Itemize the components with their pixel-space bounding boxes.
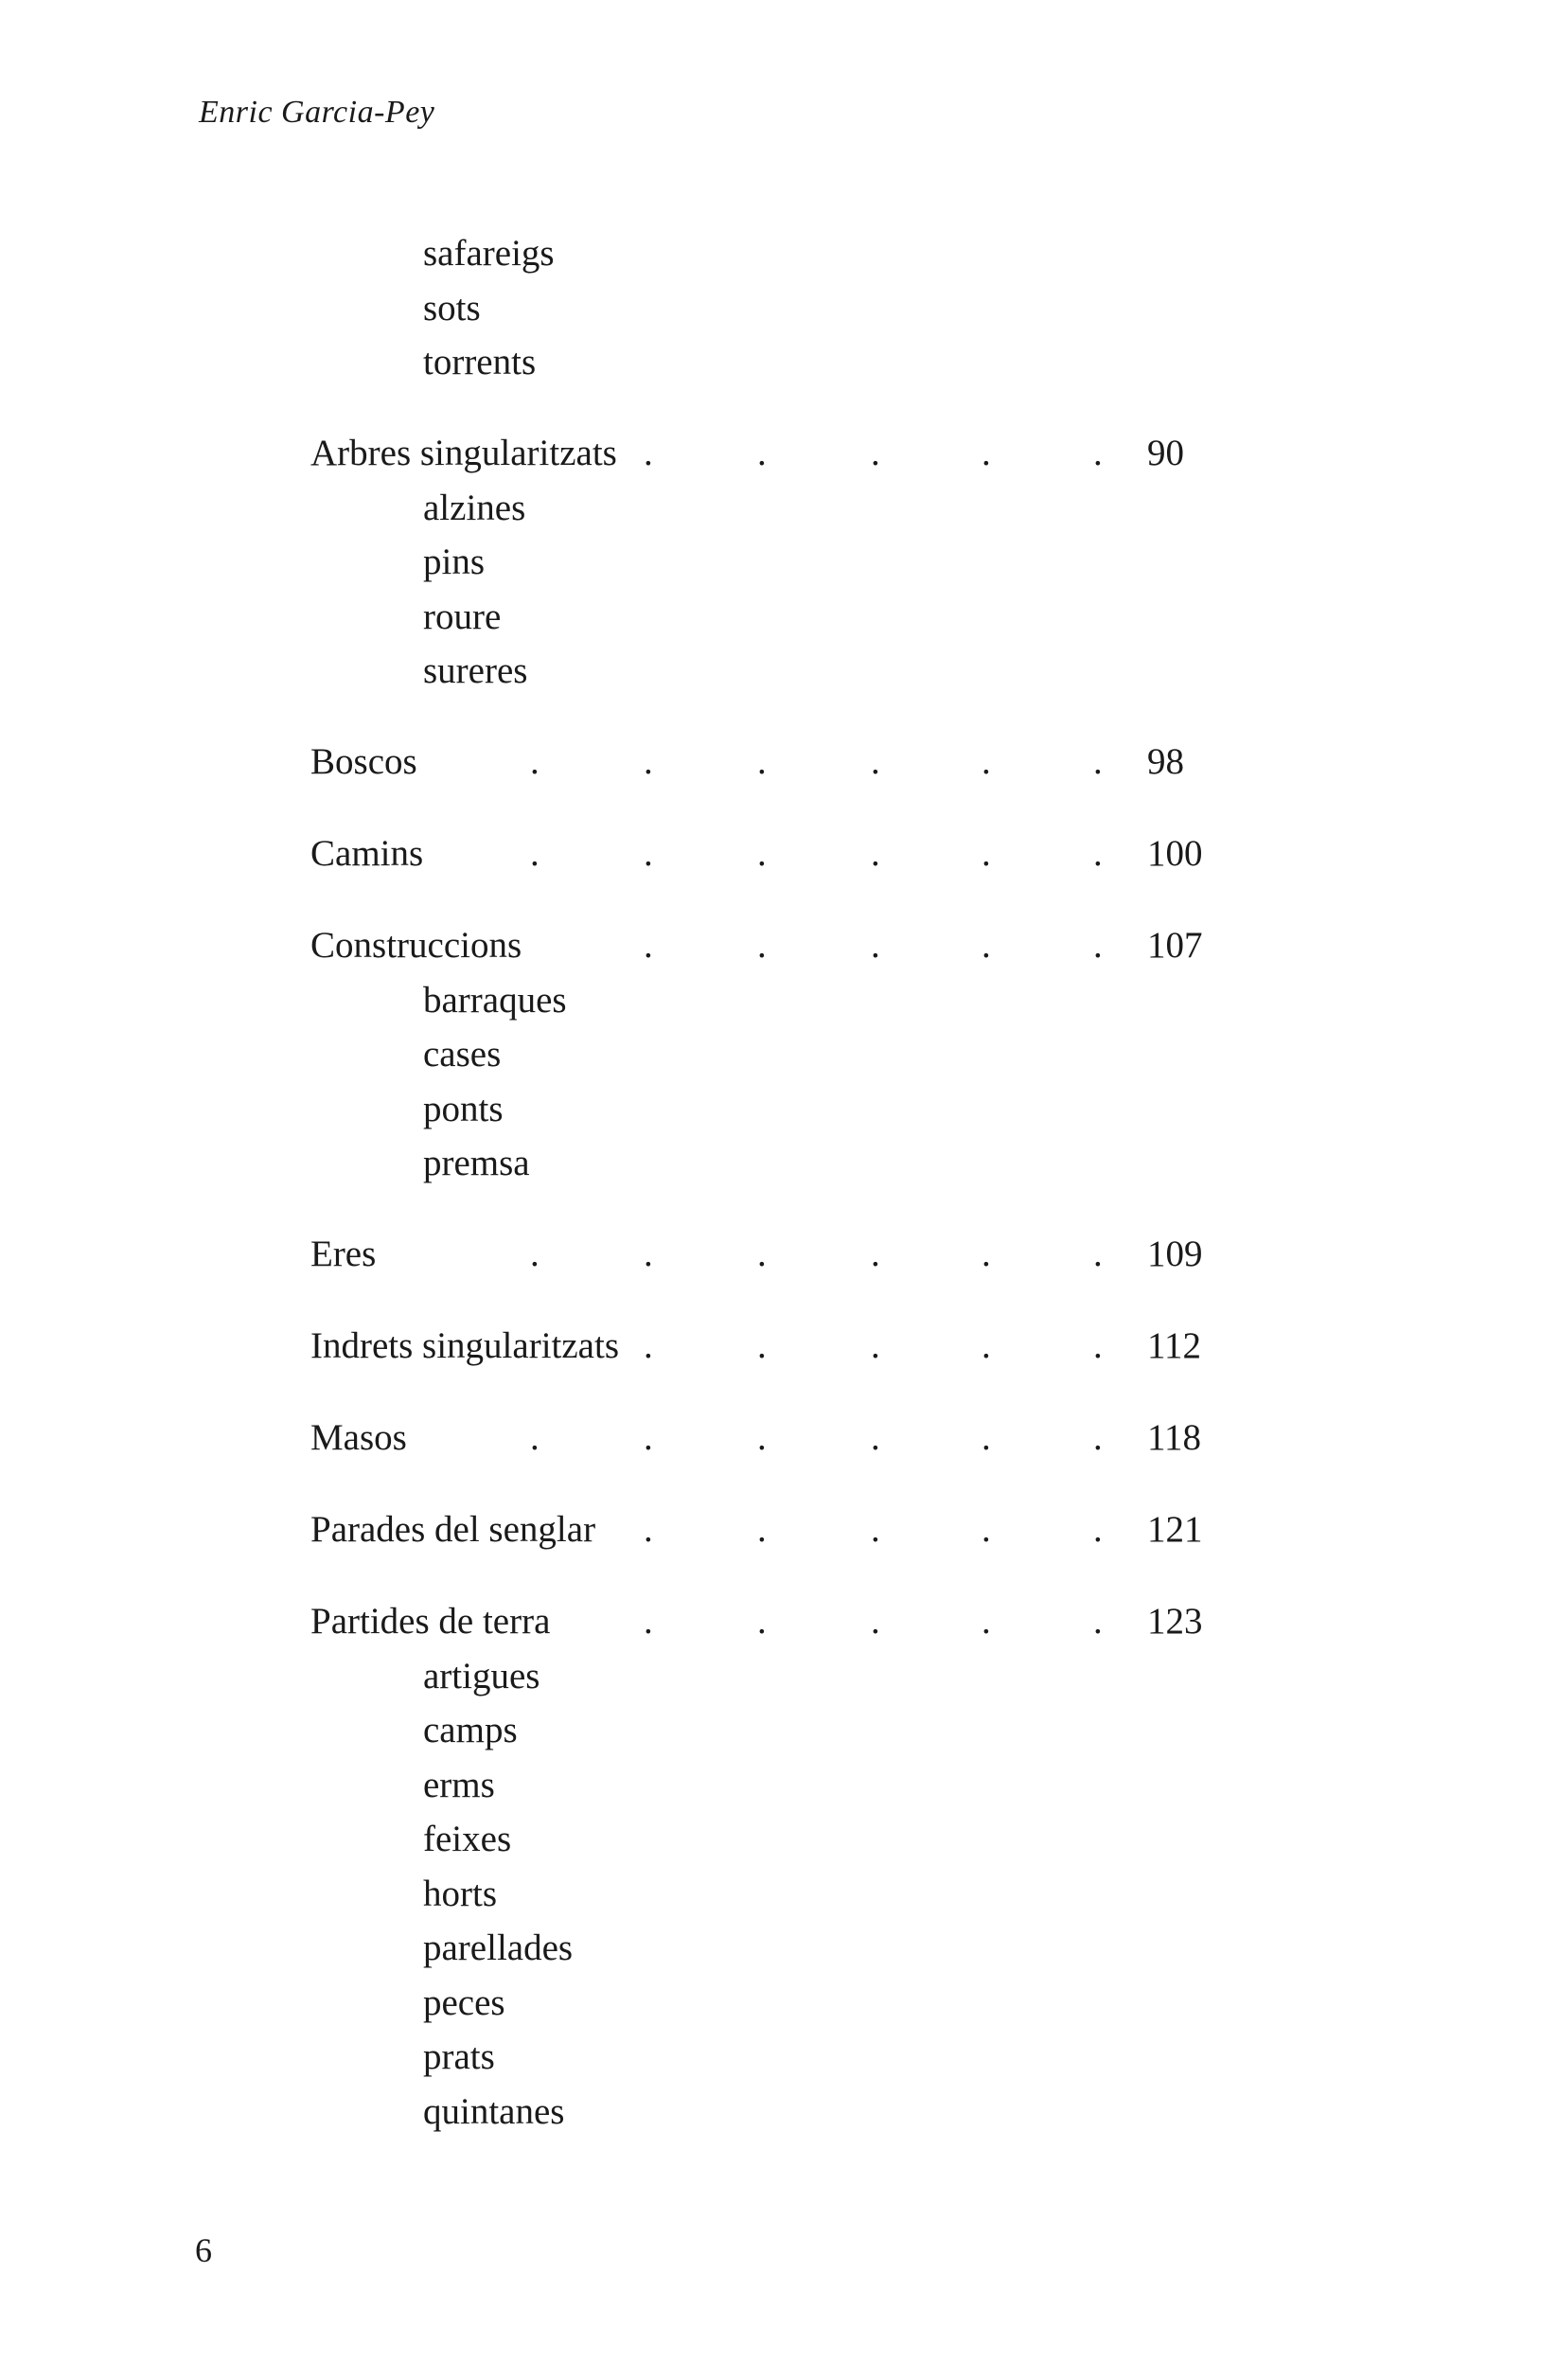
dot-leader: . [644,1417,653,1458]
dot-leader: . [644,741,653,782]
toc-entry-label: Parades del senglar [310,1509,596,1550]
dot-leader: . [871,1509,880,1550]
toc-page-number: 118 [1147,1417,1202,1458]
dot-leader: . [982,1417,991,1458]
dot-leader: . [982,1601,991,1642]
dot-leader: . [757,1417,767,1458]
dot-leader: . [871,1417,880,1458]
toc-subentry: roure [423,595,502,637]
toc-page-number: 109 [1147,1234,1203,1274]
dot-leader: . [1093,433,1103,473]
dot-leader: . [644,1601,653,1642]
dot-leader: . [530,741,540,782]
toc-subentry: prats [423,2036,495,2077]
toc-subentry: safareigs [423,233,555,274]
toc-page-number: 107 [1147,925,1203,966]
dot-leader: . [871,1234,880,1274]
toc-subentry: pins [423,542,486,582]
toc-entry-label: Camins [310,833,424,874]
dot-leader: . [644,925,653,966]
toc-page-number: 112 [1147,1325,1202,1366]
dot-leader: . [1093,741,1103,782]
toc-subentry: parellades [423,1927,574,1968]
dot-leader: . [1093,1325,1103,1366]
dot-leader: . [1093,1417,1103,1458]
toc-subentry: sots [423,287,481,329]
toc-subentry: horts [423,1873,497,1914]
dot-leader: . [757,433,767,473]
toc-subentry: barraques [423,979,567,1021]
dot-leader: . [1093,1234,1103,1274]
toc-entry-label: Masos [310,1417,407,1458]
toc-subentry: camps [423,1710,518,1750]
toc-entry-label: Indrets singularitzats [310,1325,619,1366]
dot-leader: . [757,1601,767,1642]
toc-subentry: ponts [423,1088,504,1129]
dot-leader: . [982,1234,991,1274]
toc-subentry: artigues [423,1655,540,1696]
dot-leader: . [1093,1509,1103,1550]
toc-subentry: peces [423,1981,505,2023]
dot-leader: . [871,1325,880,1366]
dot-leader: . [982,741,991,782]
dot-leader: . [644,1509,653,1550]
dot-leader: . [871,741,880,782]
toc-page-number: 121 [1147,1509,1203,1550]
toc-subentry: sureres [423,650,528,691]
dot-leader: . [982,1509,991,1550]
toc-entry-label: Partides de terra [310,1601,551,1642]
toc-subentry: cases [423,1034,502,1075]
dot-leader: . [757,1509,767,1550]
toc-subentry: quintanes [423,2090,565,2132]
dot-leader: . [757,1234,767,1274]
page-number: 6 [195,2231,212,2269]
dot-leader: . [1093,1601,1103,1642]
dot-leader: . [982,925,991,966]
dot-leader: . [530,833,540,874]
dot-leader: . [530,1234,540,1274]
dot-leader: . [871,1601,880,1642]
toc-subentry: premsa [423,1143,530,1183]
dot-leader: . [644,433,653,473]
toc-entry-label: Arbres singularitzats [310,433,617,473]
toc-page-number: 90 [1147,433,1184,473]
toc-subentry: torrents [423,342,537,382]
dot-leader: . [757,925,767,966]
toc-page-number: 123 [1147,1601,1203,1642]
dot-leader: . [871,833,880,874]
dot-leader: . [644,1234,653,1274]
dot-leader: . [757,833,767,874]
dot-leader: . [871,433,880,473]
toc-entry-label: Boscos [310,741,417,782]
dot-leader: . [757,741,767,782]
dot-leader: . [644,1325,653,1366]
running-head: Enric Garcia-Pey [199,95,435,130]
dot-leader: . [1093,925,1103,966]
toc-subentry: alzines [423,487,526,528]
dot-leader: . [757,1325,767,1366]
toc-entry-label: Construccions [310,925,522,966]
dot-leader: . [530,1417,540,1458]
dot-leader: . [982,833,991,874]
dot-leader: . [871,925,880,966]
toc-subentry: erms [423,1764,495,1805]
toc-entry-label: Eres [310,1234,377,1274]
toc-page-number: 100 [1147,833,1203,874]
toc-subentry: feixes [423,1819,512,1859]
dot-leader: . [644,833,653,874]
dot-leader: . [982,1325,991,1366]
toc-page-number: 98 [1147,741,1184,782]
dot-leader: . [1093,833,1103,874]
dot-leader: . [982,433,991,473]
